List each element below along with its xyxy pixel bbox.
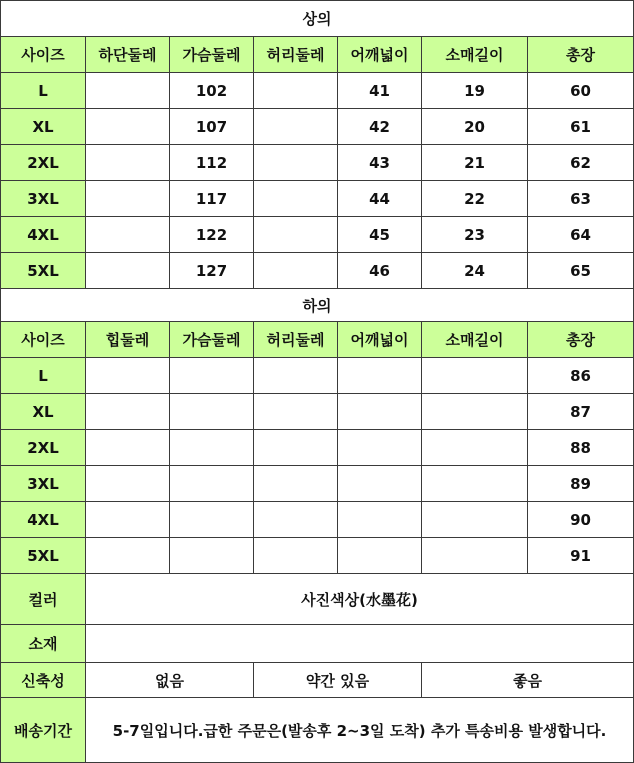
hem-cell xyxy=(86,217,170,253)
hip-cell xyxy=(86,538,170,574)
waist-cell xyxy=(254,358,338,394)
waist-cell xyxy=(254,466,338,502)
bottom-header-waist: 허리둘레 xyxy=(254,322,338,358)
color-value: 사진색상(水墨花) xyxy=(86,574,634,625)
sleeve-cell: 22 xyxy=(422,181,528,217)
size-cell: 4XL xyxy=(1,502,86,538)
bottom-header-sleeve: 소매길이 xyxy=(422,322,528,358)
table-row xyxy=(1,394,634,430)
size-cell: 3XL xyxy=(1,181,86,217)
shoulder-cell xyxy=(338,538,422,574)
top-header-shoulder: 어깨넓이 xyxy=(338,37,422,73)
size-cell: XL xyxy=(1,394,86,430)
sleeve-cell: 24 xyxy=(422,253,528,289)
waist-cell xyxy=(254,502,338,538)
hip-cell xyxy=(86,394,170,430)
chest-cell xyxy=(170,358,254,394)
top-header-size: 사이즈 xyxy=(1,37,86,73)
length-cell: 60 xyxy=(528,73,634,109)
top-header-length: 총장 xyxy=(528,37,634,73)
chest-cell xyxy=(170,430,254,466)
bottom-section-title: 하의 xyxy=(1,289,634,322)
shoulder-cell xyxy=(338,502,422,538)
shipping-row xyxy=(1,698,634,763)
waist-cell xyxy=(254,73,338,109)
stretch-option-none: 없음 xyxy=(86,663,254,698)
length-cell: 91 xyxy=(528,538,634,574)
waist-cell xyxy=(254,109,338,145)
length-cell: 86 xyxy=(528,358,634,394)
shoulder-cell: 42 xyxy=(338,109,422,145)
waist-cell xyxy=(254,538,338,574)
bottom-header-chest: 가슴둘레 xyxy=(170,322,254,358)
waist-cell xyxy=(254,394,338,430)
table-row xyxy=(1,181,634,217)
stretch-option-good: 좋음 xyxy=(422,663,634,698)
hip-cell xyxy=(86,466,170,502)
shoulder-cell: 44 xyxy=(338,181,422,217)
top-section-title: 상의 xyxy=(1,1,634,37)
chest-cell: 102 xyxy=(170,73,254,109)
sleeve-cell xyxy=(422,502,528,538)
material-label: 소재 xyxy=(1,625,86,663)
bottom-header-row xyxy=(1,322,634,358)
chest-cell xyxy=(170,466,254,502)
material-row xyxy=(1,625,634,663)
bottom-header-hip: 힙둘레 xyxy=(86,322,170,358)
size-cell: 2XL xyxy=(1,145,86,181)
shoulder-cell: 46 xyxy=(338,253,422,289)
waist-cell xyxy=(254,253,338,289)
chest-cell xyxy=(170,394,254,430)
size-cell: 4XL xyxy=(1,217,86,253)
hem-cell xyxy=(86,73,170,109)
size-cell: L xyxy=(1,358,86,394)
waist-cell xyxy=(254,217,338,253)
top-header-row xyxy=(1,37,634,73)
table-row xyxy=(1,538,634,574)
shipping-label: 배송기간 xyxy=(1,698,86,763)
table-row xyxy=(1,73,634,109)
length-cell: 62 xyxy=(528,145,634,181)
length-cell: 88 xyxy=(528,430,634,466)
bottom-header-shoulder: 어깨넓이 xyxy=(338,322,422,358)
hem-cell xyxy=(86,253,170,289)
sleeve-cell: 23 xyxy=(422,217,528,253)
chest-cell: 107 xyxy=(170,109,254,145)
table-row xyxy=(1,430,634,466)
size-cell: 3XL xyxy=(1,466,86,502)
size-cell: XL xyxy=(1,109,86,145)
color-label: 컬러 xyxy=(1,574,86,625)
sleeve-cell: 20 xyxy=(422,109,528,145)
sleeve-cell: 21 xyxy=(422,145,528,181)
shipping-value: 5-7일입니다.급한 주문은(발송후 2~3일 도착) 추가 특송비용 발생합니다. xyxy=(86,698,634,763)
waist-cell xyxy=(254,181,338,217)
sleeve-cell xyxy=(422,466,528,502)
top-header-waist: 허리둘레 xyxy=(254,37,338,73)
bottom-header-length: 총장 xyxy=(528,322,634,358)
color-row xyxy=(1,574,634,625)
chest-cell: 117 xyxy=(170,181,254,217)
size-cell: 2XL xyxy=(1,430,86,466)
hip-cell xyxy=(86,430,170,466)
bottom-header-size: 사이즈 xyxy=(1,322,86,358)
waist-cell xyxy=(254,145,338,181)
hem-cell xyxy=(86,145,170,181)
sleeve-cell xyxy=(422,538,528,574)
chest-cell: 112 xyxy=(170,145,254,181)
length-cell: 64 xyxy=(528,217,634,253)
table-row xyxy=(1,502,634,538)
hem-cell xyxy=(86,181,170,217)
length-cell: 65 xyxy=(528,253,634,289)
table-row xyxy=(1,358,634,394)
stretch-label: 신축성 xyxy=(1,663,86,698)
shoulder-cell xyxy=(338,430,422,466)
sleeve-cell xyxy=(422,394,528,430)
length-cell: 89 xyxy=(528,466,634,502)
table-row xyxy=(1,217,634,253)
chest-cell xyxy=(170,538,254,574)
waist-cell xyxy=(254,430,338,466)
stretch-option-some: 약간 있음 xyxy=(254,663,422,698)
hip-cell xyxy=(86,358,170,394)
shoulder-cell: 45 xyxy=(338,217,422,253)
table-row xyxy=(1,145,634,181)
hem-cell xyxy=(86,109,170,145)
hip-cell xyxy=(86,502,170,538)
sleeve-cell xyxy=(422,358,528,394)
chest-cell xyxy=(170,502,254,538)
shoulder-cell xyxy=(338,394,422,430)
length-cell: 87 xyxy=(528,394,634,430)
shoulder-cell xyxy=(338,358,422,394)
sleeve-cell xyxy=(422,430,528,466)
length-cell: 61 xyxy=(528,109,634,145)
sleeve-cell: 19 xyxy=(422,73,528,109)
size-cell: L xyxy=(1,73,86,109)
table-row xyxy=(1,109,634,145)
table-row xyxy=(1,466,634,502)
chest-cell: 127 xyxy=(170,253,254,289)
length-cell: 63 xyxy=(528,181,634,217)
top-header-hem: 하단둘레 xyxy=(86,37,170,73)
chest-cell: 122 xyxy=(170,217,254,253)
material-value xyxy=(86,625,634,663)
length-cell: 90 xyxy=(528,502,634,538)
top-header-sleeve: 소매길이 xyxy=(422,37,528,73)
top-header-chest: 가슴둘레 xyxy=(170,37,254,73)
shoulder-cell: 41 xyxy=(338,73,422,109)
shoulder-cell xyxy=(338,466,422,502)
size-cell: 5XL xyxy=(1,538,86,574)
shoulder-cell: 43 xyxy=(338,145,422,181)
table-row xyxy=(1,253,634,289)
stretch-row xyxy=(1,663,634,698)
size-cell: 5XL xyxy=(1,253,86,289)
